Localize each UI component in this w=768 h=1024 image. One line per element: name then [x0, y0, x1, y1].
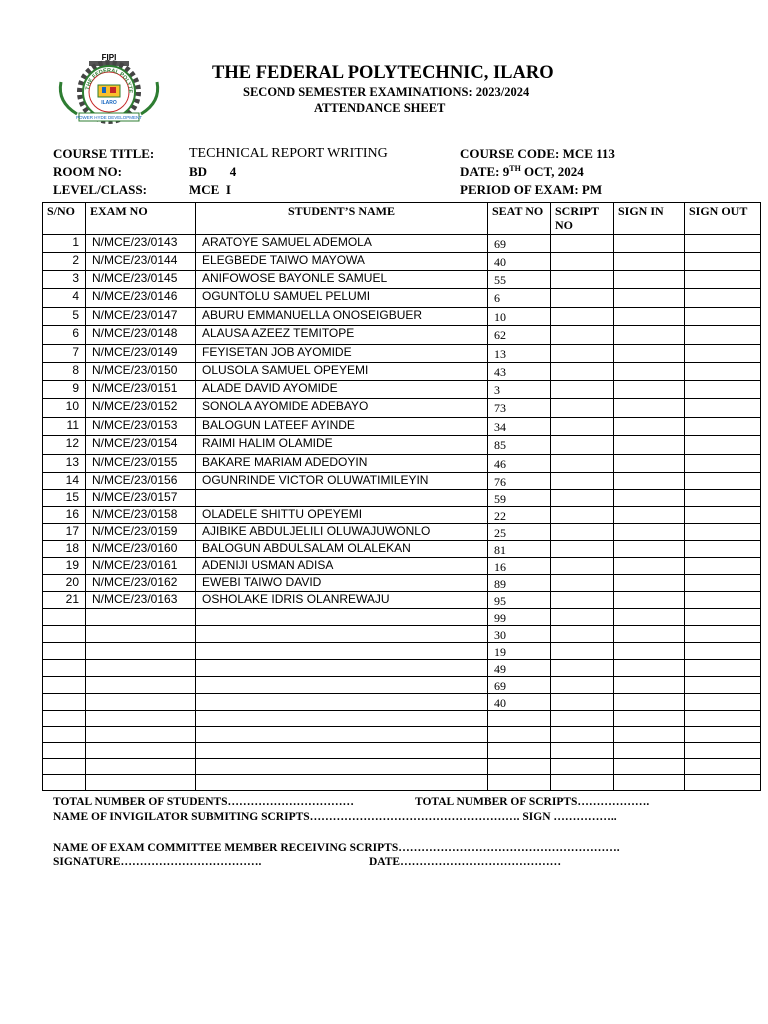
table-row — [43, 643, 761, 660]
header-row — [43, 203, 761, 235]
row-sign-in[interactable] — [614, 436, 685, 455]
row-exam-no: N/MCE/23/0163 — [86, 592, 196, 609]
row-sign-in[interactable] — [614, 592, 685, 609]
table-row — [43, 363, 761, 381]
table-row — [43, 418, 761, 436]
row-seat-no: 30 — [488, 626, 551, 643]
row-seat-no: 10 — [488, 308, 551, 326]
row-sno: 13 — [43, 455, 86, 473]
row-script-no[interactable] — [551, 418, 614, 436]
row-student-name: BAKARE MARIAM ADEDOYIN — [196, 455, 488, 473]
row-sno — [43, 711, 86, 727]
course-title-value: TECHNICAL REPORT WRITING — [189, 146, 388, 161]
row-sign-in[interactable] — [614, 558, 685, 575]
row-exam-no: N/MCE/23/0155 — [86, 455, 196, 473]
row-exam-no: N/MCE/23/0153 — [86, 418, 196, 436]
row-sno — [43, 660, 86, 677]
row-exam-no: N/MCE/23/0149 — [86, 345, 196, 363]
row-sign-in[interactable] — [614, 473, 685, 490]
row-exam-no: N/MCE/23/0160 — [86, 541, 196, 558]
row-exam-no — [86, 775, 196, 791]
col-student-name: STUDENT’S NAME — [196, 203, 488, 235]
table-row — [43, 399, 761, 418]
table-body — [43, 235, 761, 791]
row-sno — [43, 643, 86, 660]
row-sign-out[interactable] — [685, 326, 761, 345]
row-script-no[interactable] — [551, 271, 614, 289]
row-sno: 12 — [43, 436, 86, 455]
row-script-no[interactable] — [551, 743, 614, 759]
row-script-no[interactable] — [551, 694, 614, 711]
row-script-no[interactable] — [551, 626, 614, 643]
row-exam-no: N/MCE/23/0143 — [86, 235, 196, 253]
row-sno: 9 — [43, 381, 86, 399]
row-sign-in[interactable] — [614, 711, 685, 727]
row-seat-no: 46 — [488, 455, 551, 473]
row-sign-out[interactable] — [685, 235, 761, 253]
row-student-name: ANIFOWOSE BAYONLE SAMUEL — [196, 271, 488, 289]
table-row — [43, 436, 761, 455]
row-student-name — [196, 727, 488, 743]
row-sno — [43, 609, 86, 626]
row-exam-no: N/MCE/23/0162 — [86, 575, 196, 592]
room-label: ROOM NO: — [53, 164, 122, 179]
row-script-no[interactable] — [551, 436, 614, 455]
row-seat-no: 25 — [488, 524, 551, 541]
row-student-name — [196, 711, 488, 727]
row-script-no[interactable] — [551, 235, 614, 253]
row-student-name: SONOLA AYOMIDE ADEBAYO — [196, 399, 488, 418]
row-sno — [43, 677, 86, 694]
row-sign-out[interactable] — [685, 363, 761, 381]
row-sign-in[interactable] — [614, 235, 685, 253]
row-script-no[interactable] — [551, 727, 614, 743]
row-exam-no — [86, 743, 196, 759]
row-sign-out[interactable] — [685, 308, 761, 326]
row-sign-in[interactable] — [614, 524, 685, 541]
level-value: MCE I — [189, 182, 231, 197]
row-seat-no: 3 — [488, 381, 551, 399]
table-row — [43, 743, 761, 759]
row-sign-in[interactable] — [614, 418, 685, 436]
row-sno: 16 — [43, 507, 86, 524]
row-sign-out[interactable] — [685, 436, 761, 455]
row-script-no[interactable] — [551, 253, 614, 271]
logo-top-text: FIPI — [101, 53, 117, 62]
row-sign-out[interactable] — [685, 473, 761, 490]
row-seat-no: 73 — [488, 399, 551, 418]
row-exam-no — [86, 609, 196, 626]
row-script-no[interactable] — [551, 660, 614, 677]
row-script-no[interactable] — [551, 609, 614, 626]
row-sign-out[interactable] — [685, 381, 761, 399]
row-student-name: ALAUSA AZEEZ TEMITOPE — [196, 326, 488, 345]
date-suffix: TH — [509, 164, 521, 173]
row-student-name — [196, 609, 488, 626]
row-sign-in[interactable] — [614, 677, 685, 694]
course-title-label: COURSE TITLE: — [53, 146, 155, 161]
table-row — [43, 524, 761, 541]
row-exam-no — [86, 727, 196, 743]
row-student-name: ADENIJI USMAN ADISA — [196, 558, 488, 575]
row-seat-no: 81 — [488, 541, 551, 558]
row-exam-no — [86, 711, 196, 727]
table-row — [43, 759, 761, 775]
row-sno: 15 — [43, 490, 86, 507]
row-sign-out[interactable] — [685, 677, 761, 694]
row-seat-no: 6 — [488, 289, 551, 308]
row-script-no[interactable] — [551, 507, 614, 524]
row-sign-in[interactable] — [614, 609, 685, 626]
table-row — [43, 308, 761, 326]
row-sign-out[interactable] — [685, 418, 761, 436]
row-sno: 20 — [43, 575, 86, 592]
table-row — [43, 558, 761, 575]
row-student-name: BALOGUN ABDULSALAM OLALEKAN — [196, 541, 488, 558]
row-sign-out[interactable] — [685, 524, 761, 541]
row-sign-in[interactable] — [614, 507, 685, 524]
row-student-name — [196, 677, 488, 694]
committee-line: NAME OF EXAM COMMITTEE MEMBER RECEIVING SCRIPTS…………………………………………………. — [53, 842, 620, 854]
row-exam-no: N/MCE/23/0161 — [86, 558, 196, 575]
row-sign-in[interactable] — [614, 626, 685, 643]
row-exam-no — [86, 759, 196, 775]
row-student-name: ARATOYE SAMUEL ADEMOLA — [196, 235, 488, 253]
row-script-no[interactable] — [551, 473, 614, 490]
row-seat-no: 49 — [488, 660, 551, 677]
row-seat-no: 59 — [488, 490, 551, 507]
row-seat-no: 99 — [488, 609, 551, 626]
row-exam-no — [86, 677, 196, 694]
row-student-name: OSHOLAKE IDRIS OLANREWAJU — [196, 592, 488, 609]
row-sno: 10 — [43, 399, 86, 418]
row-exam-no: N/MCE/23/0144 — [86, 253, 196, 271]
row-student-name: ALADE DAVID AYOMIDE — [196, 381, 488, 399]
col-sno: S/NO — [43, 203, 86, 235]
row-sign-in[interactable] — [614, 727, 685, 743]
table-row — [43, 345, 761, 363]
table-row — [43, 235, 761, 253]
total-scripts: TOTAL NUMBER OF SCRIPTS………………. — [415, 796, 650, 808]
row-student-name — [196, 694, 488, 711]
col-script-no: SCRIPT NO — [551, 203, 614, 235]
row-sno: 4 — [43, 289, 86, 308]
row-seat-no: 34 — [488, 418, 551, 436]
row-exam-no: N/MCE/23/0147 — [86, 308, 196, 326]
row-sno: 3 — [43, 271, 86, 289]
table-row — [43, 381, 761, 399]
row-script-no[interactable] — [551, 524, 614, 541]
row-seat-no: 89 — [488, 575, 551, 592]
date-label: DATE: 9 — [460, 164, 510, 179]
institution-title: THE FEDERAL POLYTECHNIC, ILARO — [212, 63, 554, 83]
table-row — [43, 609, 761, 626]
row-sign-out[interactable] — [685, 759, 761, 775]
row-student-name: BALOGUN LATEEF AYINDE — [196, 418, 488, 436]
table-row — [43, 711, 761, 727]
course-code: COURSE CODE: MCE 113 — [460, 146, 615, 161]
col-sign-out: SIGN OUT — [685, 203, 761, 235]
row-seat-no — [488, 759, 551, 775]
row-sign-out[interactable] — [685, 626, 761, 643]
row-exam-no: N/MCE/23/0154 — [86, 436, 196, 455]
row-exam-no: N/MCE/23/0148 — [86, 326, 196, 345]
row-script-no[interactable] — [551, 711, 614, 727]
date-rest: OCT, 2024 — [520, 164, 584, 179]
row-student-name — [196, 660, 488, 677]
row-sign-in[interactable] — [614, 643, 685, 660]
row-sno: 17 — [43, 524, 86, 541]
row-exam-no: N/MCE/23/0145 — [86, 271, 196, 289]
row-sign-out[interactable] — [685, 643, 761, 660]
table-row — [43, 592, 761, 609]
table-row — [43, 253, 761, 271]
row-sign-out[interactable] — [685, 541, 761, 558]
row-script-no[interactable] — [551, 541, 614, 558]
row-sno — [43, 775, 86, 791]
row-exam-no: N/MCE/23/0152 — [86, 399, 196, 418]
row-sign-in[interactable] — [614, 455, 685, 473]
row-seat-no: 13 — [488, 345, 551, 363]
row-sno: 19 — [43, 558, 86, 575]
polytechnic-logo — [53, 52, 165, 124]
row-exam-no — [86, 626, 196, 643]
row-student-name — [196, 490, 488, 507]
row-sno — [43, 626, 86, 643]
signature-line: SIGNATURE………………………………. — [53, 856, 262, 868]
row-seat-no: 76 — [488, 473, 551, 490]
row-sno: 11 — [43, 418, 86, 436]
row-seat-no: 40 — [488, 694, 551, 711]
row-sign-out[interactable] — [685, 289, 761, 308]
logo-motto-text: POWER HYDE DEVELOPMENT — [75, 115, 143, 120]
table-row — [43, 575, 761, 592]
row-sign-in[interactable] — [614, 490, 685, 507]
row-sno: 2 — [43, 253, 86, 271]
row-sno: 6 — [43, 326, 86, 345]
row-sign-in[interactable] — [614, 308, 685, 326]
row-sign-out[interactable] — [685, 455, 761, 473]
row-script-no[interactable] — [551, 558, 614, 575]
exam-title: SECOND SEMESTER EXAMINATIONS: 2023/2024 — [243, 85, 530, 99]
col-exam-no: EXAM NO — [86, 203, 196, 235]
row-seat-no: 22 — [488, 507, 551, 524]
row-sign-in[interactable] — [614, 289, 685, 308]
row-exam-no — [86, 660, 196, 677]
attendance-table — [42, 202, 761, 791]
row-script-no[interactable] — [551, 308, 614, 326]
row-sign-out[interactable] — [685, 711, 761, 727]
row-sno: 14 — [43, 473, 86, 490]
row-student-name: OGUNRINDE VICTOR OLUWATIMILEYIN — [196, 473, 488, 490]
row-student-name — [196, 643, 488, 660]
row-sign-out[interactable] — [685, 660, 761, 677]
table-row — [43, 455, 761, 473]
row-seat-no: 95 — [488, 592, 551, 609]
row-sign-out[interactable] — [685, 743, 761, 759]
date-line: DATE…………………………………… — [369, 856, 562, 868]
table-row — [43, 677, 761, 694]
row-sign-in[interactable] — [614, 345, 685, 363]
row-exam-no — [86, 694, 196, 711]
sheet-title: ATTENDANCE SHEET — [314, 101, 446, 115]
invigilator-line: NAME OF INVIGILATOR SUBMITING SCRIPTS………………………………………………. SIGN …………….. — [53, 811, 617, 823]
row-sign-in[interactable] — [614, 381, 685, 399]
row-sno — [43, 727, 86, 743]
row-sign-in[interactable] — [614, 541, 685, 558]
row-seat-no: 69 — [488, 677, 551, 694]
table-row — [43, 473, 761, 490]
row-seat-no: 43 — [488, 363, 551, 381]
table-row — [43, 626, 761, 643]
row-student-name: FEYISETAN JOB AYOMIDE — [196, 345, 488, 363]
row-student-name — [196, 743, 488, 759]
row-exam-no: N/MCE/23/0158 — [86, 507, 196, 524]
row-script-no[interactable] — [551, 677, 614, 694]
row-seat-no — [488, 711, 551, 727]
row-student-name: OGUNTOLU SAMUEL PELUMI — [196, 289, 488, 308]
row-sno: 1 — [43, 235, 86, 253]
row-student-name — [196, 626, 488, 643]
row-sign-in[interactable] — [614, 775, 685, 791]
row-sign-in[interactable] — [614, 743, 685, 759]
table-row — [43, 541, 761, 558]
table-row — [43, 289, 761, 308]
row-student-name — [196, 775, 488, 791]
row-sno: 5 — [43, 308, 86, 326]
row-sign-in[interactable] — [614, 575, 685, 592]
row-exam-no: N/MCE/23/0159 — [86, 524, 196, 541]
table-row — [43, 271, 761, 289]
table-row — [43, 490, 761, 507]
row-exam-no: N/MCE/23/0156 — [86, 473, 196, 490]
row-sno: 21 — [43, 592, 86, 609]
table-row — [43, 775, 761, 791]
row-sno — [43, 759, 86, 775]
row-sign-in[interactable] — [614, 363, 685, 381]
row-sno: 8 — [43, 363, 86, 381]
row-seat-no: 40 — [488, 253, 551, 271]
row-student-name: ABURU EMMANUELLA ONOSEIGBUER — [196, 308, 488, 326]
row-sign-in[interactable] — [614, 694, 685, 711]
row-sno — [43, 743, 86, 759]
logo-inner-text: ILARO — [101, 100, 117, 106]
row-sign-out[interactable] — [685, 575, 761, 592]
row-script-no[interactable] — [551, 381, 614, 399]
row-student-name — [196, 759, 488, 775]
row-script-no[interactable] — [551, 345, 614, 363]
row-student-name: RAIMI HALIM OLAMIDE — [196, 436, 488, 455]
logo-ring-text: THE FEDERAL POLYTE — [85, 68, 134, 94]
col-sign-in: SIGN IN — [614, 203, 685, 235]
row-student-name: OLADELE SHITTU OPEYEMI — [196, 507, 488, 524]
row-exam-no: N/MCE/23/0150 — [86, 363, 196, 381]
row-sign-out[interactable] — [685, 253, 761, 271]
row-sign-in[interactable] — [614, 326, 685, 345]
row-sign-out[interactable] — [685, 507, 761, 524]
row-student-name: AJIBIKE ABDULJELILI OLUWAJUWONLO — [196, 524, 488, 541]
row-sign-out[interactable] — [685, 490, 761, 507]
row-script-no[interactable] — [551, 326, 614, 345]
row-script-no[interactable] — [551, 775, 614, 791]
table-row — [43, 507, 761, 524]
table-row — [43, 326, 761, 345]
row-seat-no — [488, 743, 551, 759]
row-sno: 7 — [43, 345, 86, 363]
level-label: LEVEL/CLASS: — [53, 182, 147, 197]
row-sign-in[interactable] — [614, 759, 685, 775]
row-student-name: EWEBI TAIWO DAVID — [196, 575, 488, 592]
row-seat-no: 16 — [488, 558, 551, 575]
row-student-name: OLUSOLA SAMUEL OPEYEMI — [196, 363, 488, 381]
row-sign-out[interactable] — [685, 775, 761, 791]
table-row — [43, 660, 761, 677]
row-sign-in[interactable] — [614, 399, 685, 418]
table-row — [43, 694, 761, 711]
row-sign-out[interactable] — [685, 609, 761, 626]
row-sno: 18 — [43, 541, 86, 558]
row-script-no[interactable] — [551, 490, 614, 507]
exam-period: PERIOD OF EXAM: PM — [460, 182, 603, 197]
row-sno — [43, 694, 86, 711]
row-seat-no — [488, 775, 551, 791]
row-seat-no: 19 — [488, 643, 551, 660]
row-exam-no: N/MCE/23/0151 — [86, 381, 196, 399]
row-script-no[interactable] — [551, 399, 614, 418]
row-script-no[interactable] — [551, 759, 614, 775]
row-script-no[interactable] — [551, 455, 614, 473]
row-seat-no: 55 — [488, 271, 551, 289]
col-seat-no: SEAT NO — [488, 203, 551, 235]
row-seat-no: 62 — [488, 326, 551, 345]
row-sign-in[interactable] — [614, 253, 685, 271]
row-sign-in[interactable] — [614, 271, 685, 289]
table-row — [43, 727, 761, 743]
row-sign-out[interactable] — [685, 727, 761, 743]
row-exam-no — [86, 643, 196, 660]
row-seat-no: 85 — [488, 436, 551, 455]
row-sign-out[interactable] — [685, 694, 761, 711]
row-seat-no — [488, 727, 551, 743]
row-script-no[interactable] — [551, 643, 614, 660]
row-sign-out[interactable] — [685, 592, 761, 609]
exam-date — [460, 164, 584, 180]
row-sign-in[interactable] — [614, 660, 685, 677]
row-sign-out[interactable] — [685, 399, 761, 418]
row-script-no[interactable] — [551, 575, 614, 592]
row-script-no[interactable] — [551, 592, 614, 609]
room-value: BD 4 — [189, 164, 237, 179]
row-sign-out[interactable] — [685, 558, 761, 575]
row-script-no[interactable] — [551, 289, 614, 308]
row-exam-no: N/MCE/23/0146 — [86, 289, 196, 308]
row-seat-no: 69 — [488, 235, 551, 253]
row-sign-out[interactable] — [685, 271, 761, 289]
row-student-name: ELEGBEDE TAIWO MAYOWA — [196, 253, 488, 271]
row-script-no[interactable] — [551, 363, 614, 381]
row-exam-no: N/MCE/23/0157 — [86, 490, 196, 507]
total-students: TOTAL NUMBER OF STUDENTS…………………………… — [53, 796, 355, 808]
row-sign-out[interactable] — [685, 345, 761, 363]
